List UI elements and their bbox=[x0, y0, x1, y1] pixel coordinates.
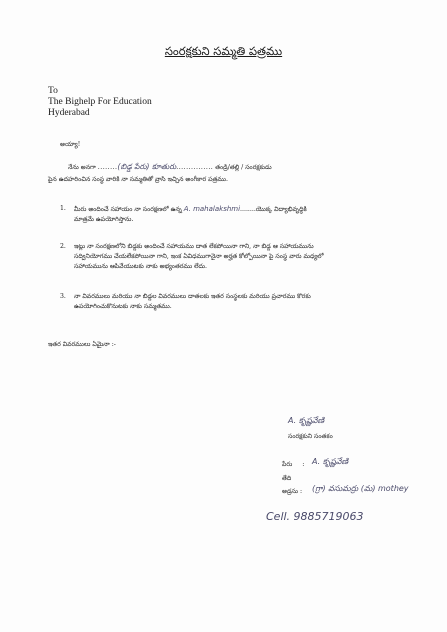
document-title: సంరక్షకుని సమ్మతి పత్రము bbox=[164, 44, 283, 58]
address-to: To bbox=[48, 86, 58, 96]
salutation: అయ్యా! bbox=[60, 141, 81, 148]
item-number: 2. bbox=[60, 243, 66, 250]
date-field-label: తేది bbox=[282, 475, 292, 482]
address-organization: The Bighelp For Education bbox=[48, 97, 152, 107]
item2-line2: సద్వినియోగము చేయలేకపోయినా గాని, ఇంక ఏవిధముగానైనా అర్హత కోల్పోయినా పై సంస్థ వారు మధ్యలో bbox=[74, 253, 324, 260]
name-field-label: పేరు : bbox=[282, 461, 305, 468]
consent-item-2 bbox=[74, 242, 424, 272]
item3-line1: నా వివరములు మరియు నా బిడ్డల వివరములు దాతలకు ఇతర సంస్థలకు మరియు ప్రచారము కొరకు bbox=[74, 293, 311, 300]
item3-line2: ఉపయోగించుకొనుటకు నాకు సమ్మతము. bbox=[74, 303, 172, 310]
consent-item-3 bbox=[74, 292, 424, 312]
item1-line2: మాత్రమే ఉపయోగిస్తాను. bbox=[74, 216, 134, 223]
item1-text-b: ........యొక్క విద్యాభివృద్ధికి bbox=[240, 206, 307, 213]
address-city: Hyderabad bbox=[48, 108, 90, 118]
address-field-value: (గ్రా) వసుమర్రు (మ) mothey bbox=[312, 484, 409, 493]
cell-number: Cell. 9885719063 bbox=[266, 510, 364, 523]
intro-dots-left: ........ bbox=[97, 164, 118, 171]
address-field-label: అడ్రసు : bbox=[282, 488, 303, 495]
item2-line3: సహాయమును ఆపివేయుటకు నాకు అభ్యంతరము లేదు. bbox=[74, 263, 207, 270]
item-number: 1. bbox=[60, 205, 66, 212]
filled-child-name: A. mahalakshmi bbox=[183, 205, 241, 213]
guardian-signature: A. కృష్ణవేణి bbox=[288, 416, 325, 425]
other-details-label: ఇతర వివరములు ఏమైనా :- bbox=[48, 341, 116, 348]
signature-label: సంరక్షకుని సంతకం bbox=[288, 433, 333, 440]
name-field-value: A. కృష్ణవేణి bbox=[312, 457, 349, 466]
consent-item-1 bbox=[74, 204, 424, 225]
intro-second-line: పైన ఉదహరించిన సంస్థ వారికి నా సమ్మతితో వ్రాసి ఇచ్చిన అంగీకార పత్రము. bbox=[48, 176, 228, 183]
item1-text-a: మీరు అందించే సహాయం నా సంరక్షణలో ఉన్న bbox=[74, 206, 182, 213]
item-number: 3. bbox=[60, 293, 66, 300]
intro-dots-right: ............... bbox=[176, 164, 214, 171]
item2-line1: ఇట్లు నా సంరక్షణలోని బిడ్డకు అందించే సహాయము దాత లేకపోయినా గాని, నా బిడ్డ ఆ సహాయమును bbox=[74, 243, 314, 250]
intro-relation: తండ్రి/తల్లి / సంరక్షకుడు bbox=[215, 164, 272, 171]
intro-prefix: నేను అనగా bbox=[68, 164, 96, 171]
filled-guardian-name: (బిడ్డ పేరు) కూతురు bbox=[117, 162, 177, 171]
intro-line bbox=[68, 162, 272, 172]
